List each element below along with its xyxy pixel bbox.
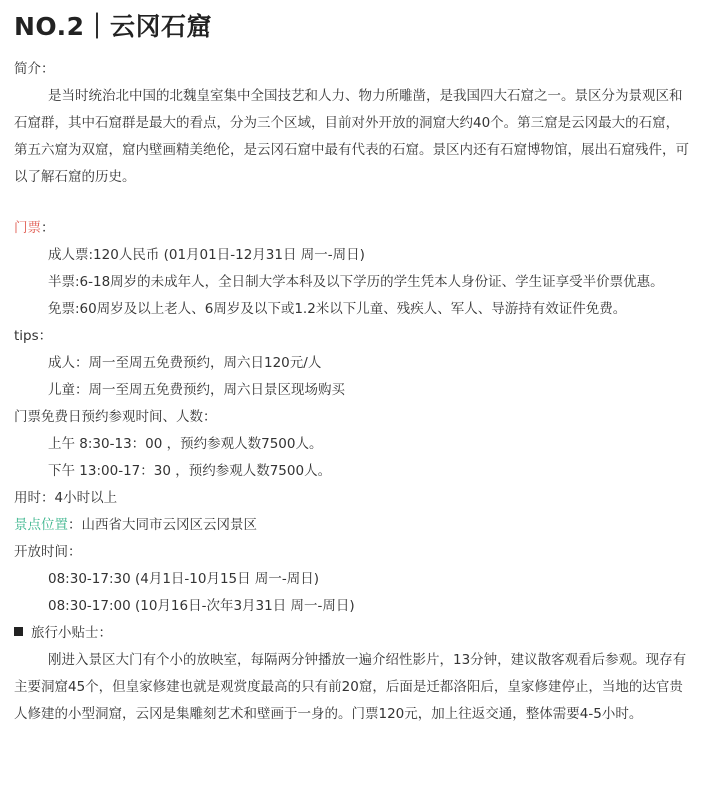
intro-label: 简介： xyxy=(14,61,55,77)
travel-tips-label: 旅行小贴士： xyxy=(31,625,112,641)
travel-tips-heading xyxy=(14,620,692,647)
free-visit-afternoon: 下午 13:00-17：30 ，预约参观人数7500人。 xyxy=(48,463,332,479)
page-title: NO.2｜云冈石窟 xyxy=(14,12,213,41)
free-visit-label: 门票免费日预约参观时间、人数： xyxy=(14,409,217,425)
location-line xyxy=(14,512,692,539)
tips-adult: 成人：周一至周五免费预约，周六日120元/人 xyxy=(48,355,322,371)
tickets-colon: ： xyxy=(41,220,55,236)
ticket-half: 半票:6-18周岁的未成年人，全日制大学本科及以下学历的学生凭本人身份证、学生证享受半价票优惠。 xyxy=(48,274,664,290)
duration-text: 用时：4小时以上 xyxy=(14,490,118,506)
tickets-label: 门票 xyxy=(14,220,41,236)
square-bullet-icon xyxy=(14,627,23,636)
free-visit-morning: 上午 8:30-13：00 ，预约参观人数7500人。 xyxy=(48,436,323,452)
tickets-heading xyxy=(14,215,692,242)
ticket-free: 免票:60周岁及以上老人、6周岁及以下或1.2米以下儿童、残疾人、军人、导游持有效证件免费。 xyxy=(48,301,627,317)
article-body xyxy=(14,46,692,728)
location-label: 景点位置 xyxy=(14,517,68,533)
travel-tips-text: 刚进入景区大门有个小的放映室，每隔两分钟播放一遍介绍性影片，13分钟，建议散客观看后参观。现存有主要洞窟45个，但皇家修建也就是观赏度最高的只有前20窟，后面是迁都洛阳后，皇家修建停止，当地的达官贵人修建的小型洞窟，云冈是集雕刻艺术和壁画于一身的。门票120元，加上往返交通，整体需要4-5小时。 xyxy=(14,652,687,722)
ticket-adult: 成人票:120人民币 (01月01日-12月31日 周一-周日) xyxy=(48,247,365,263)
tips-label: tips： xyxy=(14,328,53,344)
hours-line-2: 08:30-17:00 (10月16日-次年3月31日 周一-周日) xyxy=(48,598,355,614)
hours-label: 开放时间： xyxy=(14,544,82,560)
intro-text: 是当时统治北中国的北魏皇室集中全国技艺和人力、物力所雕凿，是我国四大石窟之一。景区分为景观区和石窟群，其中石窟群是最大的看点，分为三个区域，目前对外开放的洞窟大约40个。第三窟是云冈最大的石窟，第五六窟为双窟，窟内壁画精美绝伦，是云冈石窟中最有代表的石窟。景区内还有石窟博物馆，展出石窟残件，可以了解石窟的历史。 xyxy=(14,88,689,185)
hours-line-1: 08:30-17:30 (4月1日-10月15日 周一-周日) xyxy=(48,571,320,587)
location-text: ：山西省大同市云冈区云冈景区 xyxy=(68,517,257,533)
tips-child: 儿童：周一至周五免费预约，周六日景区现场购买 xyxy=(48,382,345,398)
